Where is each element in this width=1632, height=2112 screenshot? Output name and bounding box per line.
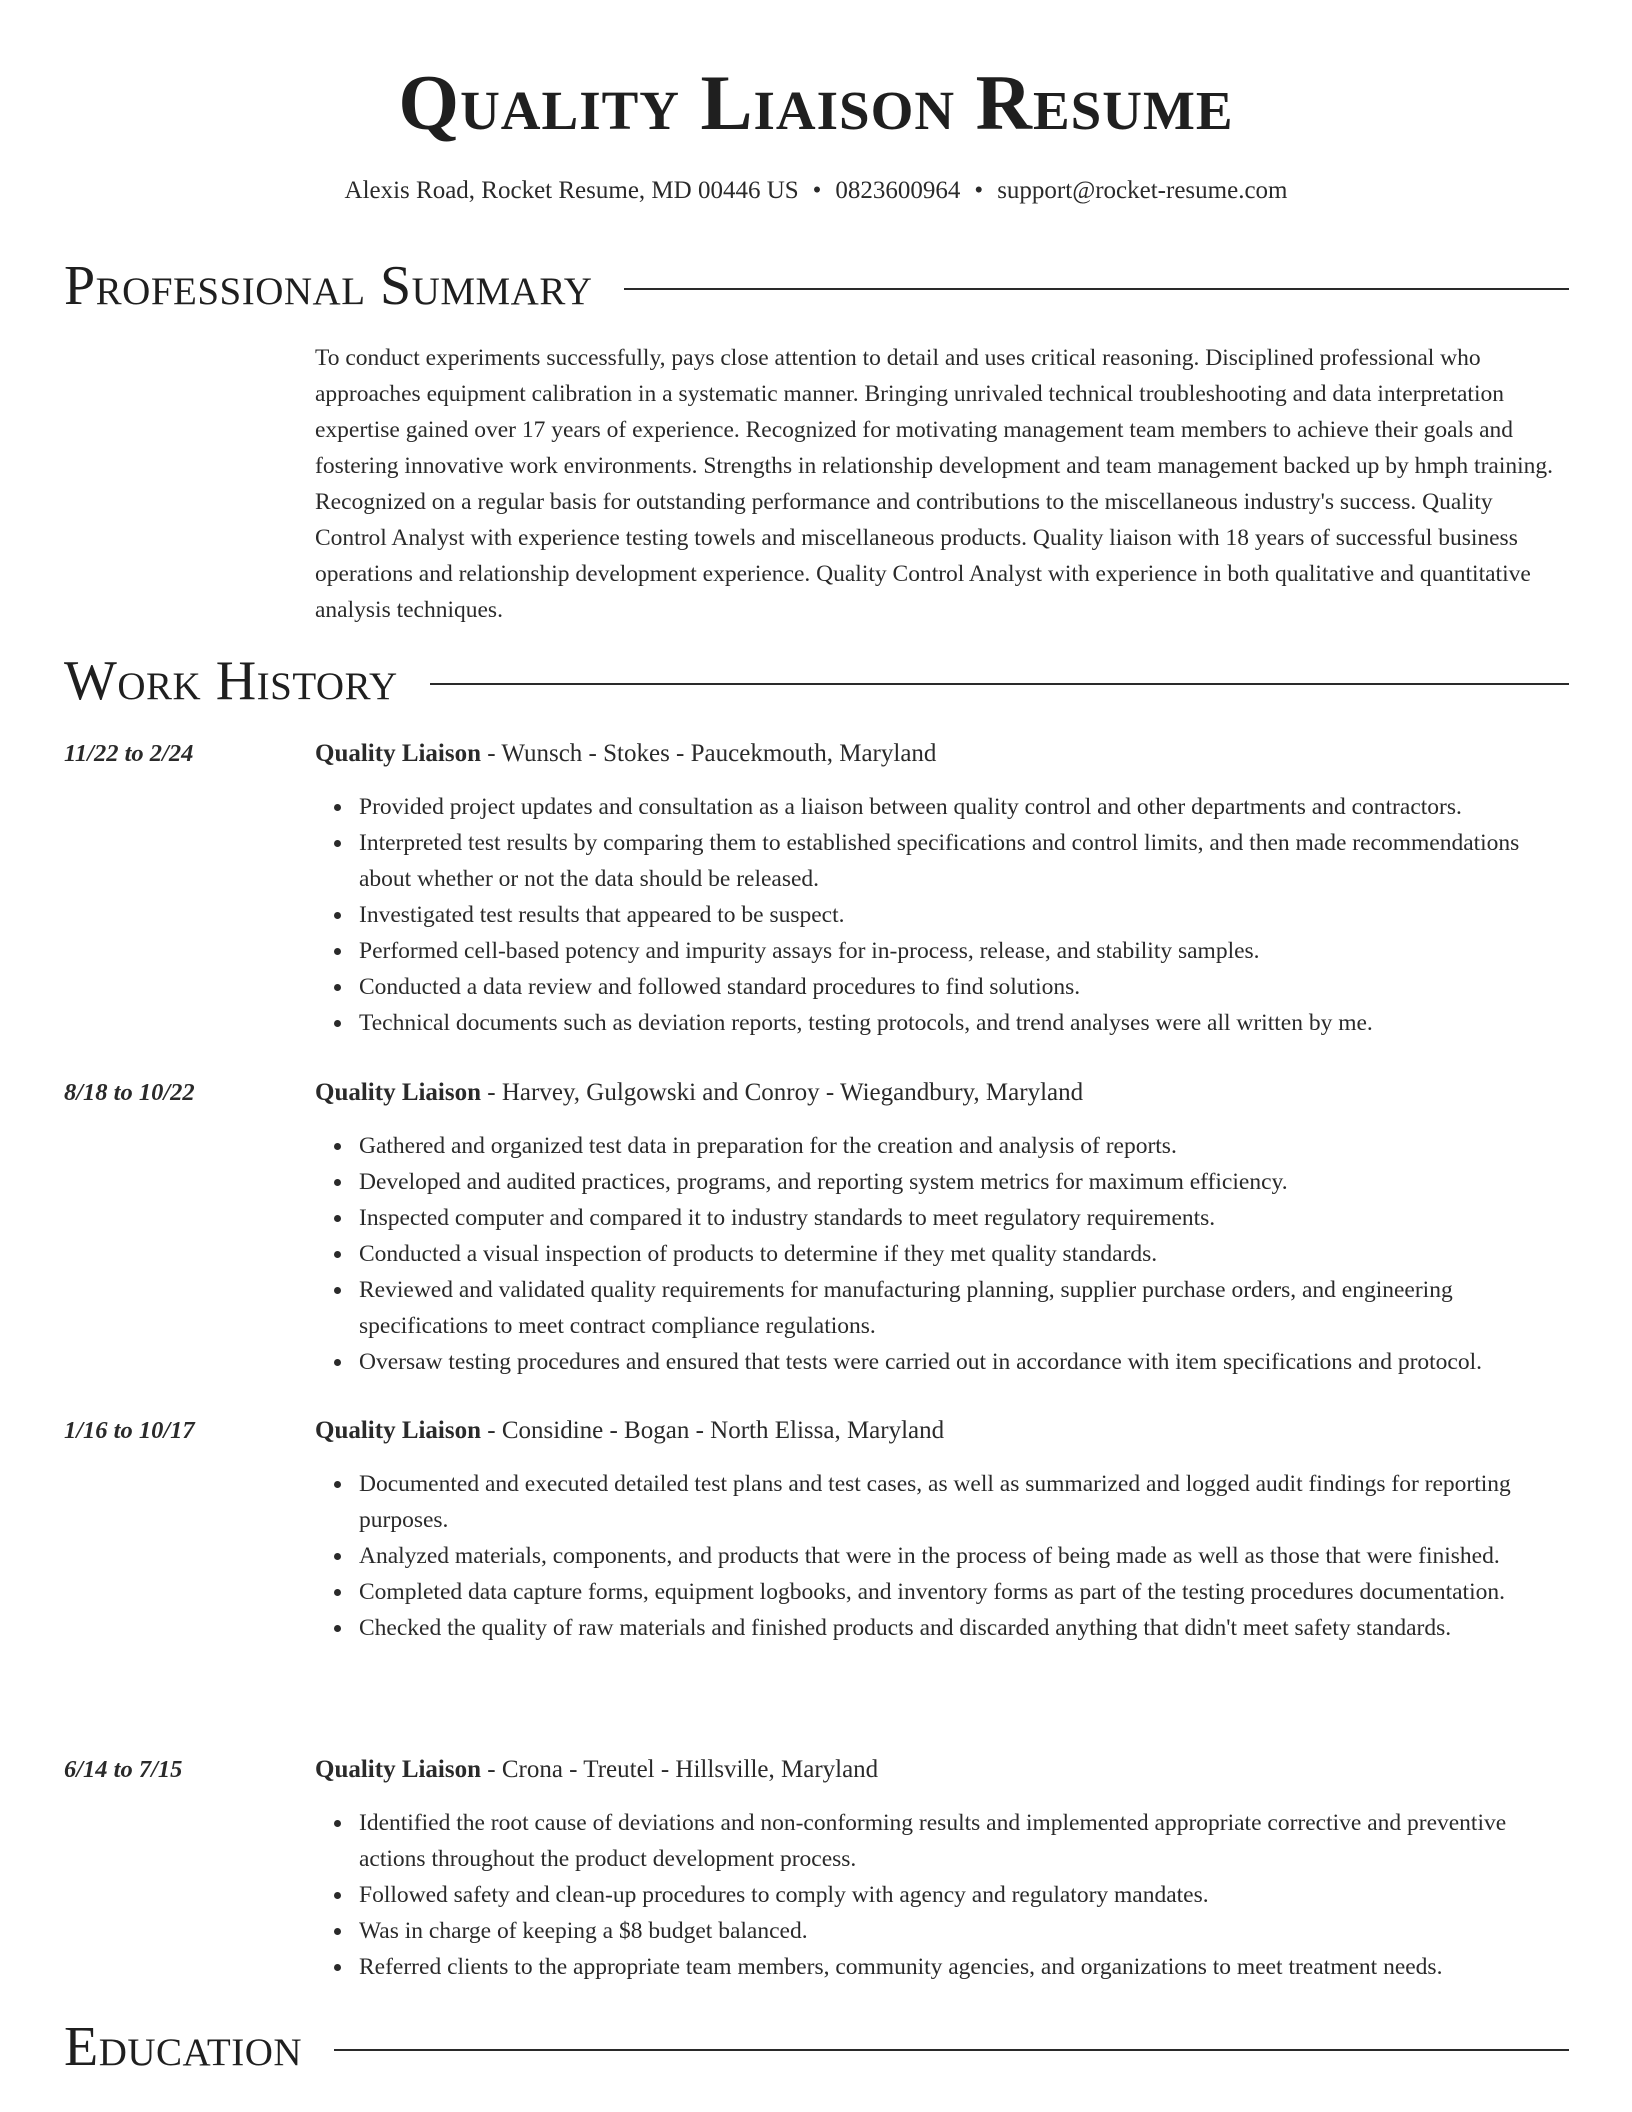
job-dates: 11/22 to 2/24 bbox=[64, 740, 194, 767]
section-work-history bbox=[64, 649, 1569, 713]
job-bullet: Developed and audited practices, programs, and reporting system metrics for maximum efficiency. bbox=[315, 1164, 1567, 1200]
job-title-line bbox=[315, 1076, 1565, 1110]
job-bullet: Referred clients to the appropriate team members, community agencies, and organizations to meet treatment needs. bbox=[315, 1949, 1567, 1985]
job-bullet: Documented and executed detailed test plans and test cases, as well as summarized and logged audit findings for reporting purposes. bbox=[315, 1466, 1567, 1538]
job-role: Quality Liaison bbox=[315, 1756, 482, 1783]
job-bullet: Checked the quality of raw materials and finished products and discarded anything that didn't meet safety standards. bbox=[315, 1610, 1567, 1646]
section-divider bbox=[430, 683, 1569, 685]
contact-email: support@rocket-resume.com bbox=[997, 177, 1288, 204]
job-bullet: Gathered and organized test data in preparation for the creation and analysis of reports. bbox=[315, 1128, 1567, 1164]
job-dates: 8/18 to 10/22 bbox=[64, 1079, 195, 1106]
section-heading: Education bbox=[64, 2016, 303, 2078]
job-title-line bbox=[315, 1753, 1565, 1787]
job-bullet: Reviewed and validated quality requirements for manufacturing planning, supplier purchase orders, and engineering specifications to meet contract compliance regulations. bbox=[315, 1272, 1567, 1344]
job-bullet: Was in charge of keeping a $8 budget balanced. bbox=[315, 1913, 1567, 1949]
job-employer: - Crona - Treutel - Hillsville, Maryland bbox=[481, 1756, 879, 1783]
resume-title: Quality Liaison Resume bbox=[398, 59, 1234, 146]
job-employer: - Wunsch - Stokes - Paucekmouth, Maryland bbox=[481, 740, 937, 767]
job-bullets bbox=[315, 1128, 1567, 1380]
job-bullets bbox=[315, 1466, 1567, 1646]
section-heading: Professional Summary bbox=[64, 255, 593, 317]
job-bullet: Followed safety and clean-up procedures to comply with agency and regulatory mandates. bbox=[315, 1877, 1567, 1913]
section-divider bbox=[624, 288, 1569, 290]
contact-line bbox=[0, 174, 1632, 208]
job-bullet: Provided project updates and consultation as a liaison between quality control and other departments and contractors. bbox=[315, 789, 1567, 825]
job-bullet: Identified the root cause of deviations and non-conforming results and implemented appropriate corrective and preventive actions throughout the product development process. bbox=[315, 1805, 1567, 1877]
job-role: Quality Liaison bbox=[315, 1417, 482, 1444]
contact-address: Alexis Road, Rocket Resume, MD 00446 US bbox=[344, 177, 799, 204]
contact-separator: • bbox=[974, 177, 984, 204]
job-role: Quality Liaison bbox=[315, 1079, 482, 1106]
job-bullet: Inspected computer and compared it to industry standards to meet regulatory requirements. bbox=[315, 1200, 1567, 1236]
job-bullet: Analyzed materials, components, and products that were in the process of being made as well as those that were finished. bbox=[315, 1538, 1567, 1574]
section-education bbox=[64, 2015, 1569, 2079]
job-bullet: Technical documents such as deviation reports, testing protocols, and trend analyses were all written by me. bbox=[315, 1005, 1567, 1041]
job-dates: 6/14 to 7/15 bbox=[64, 1756, 183, 1783]
job-employer: - Considine - Bogan - North Elissa, Maryland bbox=[481, 1417, 945, 1444]
job-bullets bbox=[315, 789, 1567, 1041]
job-bullets bbox=[315, 1805, 1567, 1985]
job-bullet: Conducted a visual inspection of products to determine if they met quality standards. bbox=[315, 1236, 1567, 1272]
section-heading: Work History bbox=[64, 650, 398, 712]
section-divider bbox=[334, 2049, 1569, 2051]
job-employer: - Harvey, Gulgowski and Conroy - Wiegandbury, Maryland bbox=[481, 1079, 1084, 1106]
job-bullet: Performed cell-based potency and impurity assays for in-process, release, and stability samples. bbox=[315, 933, 1567, 969]
summary-paragraph: To conduct experiments successfully, pays close attention to detail and uses critical reasoning. Disciplined professional who approaches equipment calibration in a systematic manner. Bringing unrivaled technical troubleshooting and data interpretation expertise gained over 17 years of experience. Recognized for motivating management team members to achieve their goals and fostering innovative work environments. Strengths in relationship development and team management backed up by hmph training. Recognized on a regular basis for outstanding performance and contributions to the miscellaneous industry's success. Quality Control Analyst with experience testing towels and miscellaneous products. Quality liaison with 18 years of successful business operations and relationship development experience. Quality Control Analyst with experience in both qualitative and quantitative analysis techniques. bbox=[315, 345, 1554, 623]
contact-separator: • bbox=[812, 177, 822, 204]
job-bullet: Conducted a data review and followed standard procedures to find solutions. bbox=[315, 969, 1567, 1005]
contact-phone: 0823600964 bbox=[835, 177, 961, 204]
job-title-line bbox=[315, 737, 1565, 771]
job-bullet: Investigated test results that appeared to be suspect. bbox=[315, 897, 1567, 933]
job-role: Quality Liaison bbox=[315, 740, 482, 767]
job-bullet: Oversaw testing procedures and ensured that tests were carried out in accordance with item specifications and protocol. bbox=[315, 1344, 1567, 1380]
job-dates: 1/16 to 10/17 bbox=[64, 1417, 195, 1444]
job-bullet: Interpreted test results by comparing them to established specifications and control limits, and then made recommendations about whether or not the data should be released. bbox=[315, 825, 1567, 897]
job-bullet: Completed data capture forms, equipment logbooks, and inventory forms as part of the testing procedures documentation. bbox=[315, 1574, 1567, 1610]
job-title-line bbox=[315, 1414, 1565, 1448]
section-professional-summary bbox=[64, 254, 1569, 318]
